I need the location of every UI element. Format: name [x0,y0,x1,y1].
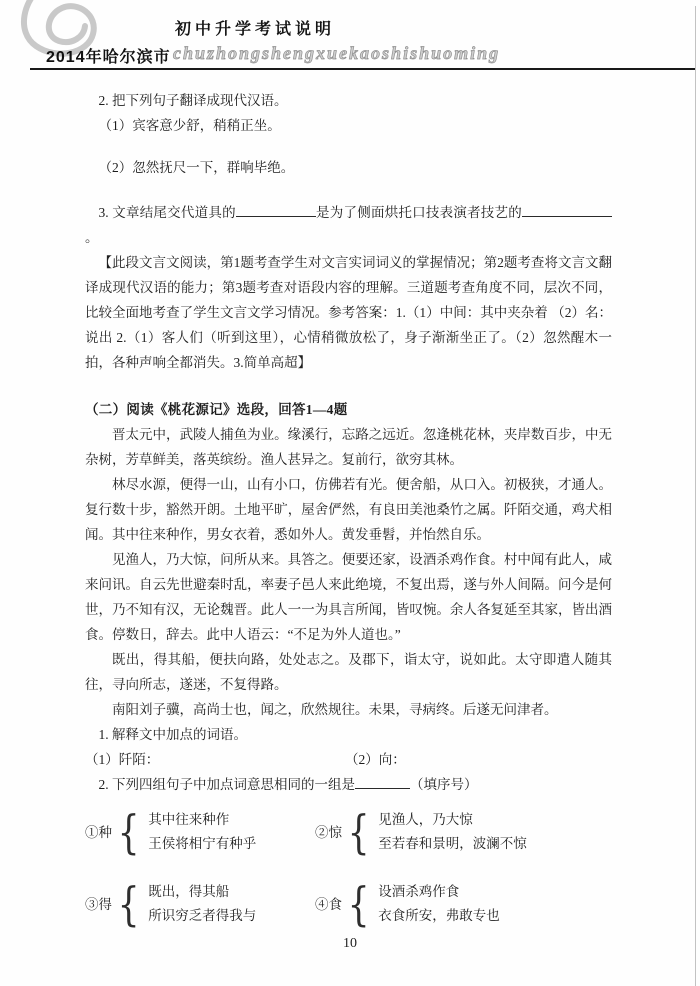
answer-blank [522,203,612,217]
header-divider [30,68,696,70]
page-edge-line [695,6,696,986]
question-2-item-2: （2）忽然抚尺一下，群响毕绝。 [98,160,295,175]
word-group-3-lines [148,880,256,928]
question-3-text-2: 是为了侧面烘托口技表演者技艺的 [315,205,523,220]
word-group-4-line-2: 衣食所安，弗敢专也 [378,908,500,923]
page-content [85,88,612,929]
brace-icon [114,807,143,857]
option-row-2 [85,879,612,929]
word-group-2-lines [378,808,527,856]
word-group-4-line-1: 设酒杀鸡作食 [378,884,460,899]
word-group-1-label: ①种 [85,824,112,840]
word-group-1-line-2: 王侯将相宁有种乎 [148,836,257,851]
word-group-4-label: ④食 [315,896,342,912]
word-group-3 [85,879,315,929]
word-group-2-line-1: 见渔人，乃大惊 [378,812,473,827]
word-group-3-line-2: 所识穷乏者得我与 [148,908,257,923]
story-paragraph-4: 既出，得其船，便扶向路，处处志之。及郡下，诣太守，说如此。太守即遣人随其往，寻向所志，遂迷，不复得路。 [85,652,612,692]
commentary-note: 【此段文言文阅读，第1题考查学生对文言实词词义的掌握情况；第2题考查将文言文翻译成现代汉语的能力；第3题考查对语段内容的理解。三道题考查角度不同，层次不同，比较全面地考查了学生文言文学习情况。参考答案：1.（1）中间：其中夹杂着 （2）名：说出 2.（1）客人们（听到这里），心情稍微放松了，身子渐渐坐正了。（2）忽然醒木一拍，各种声响全都消失。3.简单高超】 [85,255,612,370]
question-2-item-1: （1）宾客意少舒，稍稍正坐。 [98,118,281,133]
question-1-item-2: （2）向： [345,752,406,767]
question-3-text-1: 3. 文章结尾交代道具的 [98,205,236,220]
word-group-3-line-1: 既出，得其船 [148,884,230,899]
story-paragraph-3: 见渔人，乃大惊，问所从来。具答之。便要还家，设酒杀鸡作食。村中闻有此人，咸来问讯。自云先世避秦时乱，率妻子邑人来此绝境，不复出焉，遂与外人间隔。问今是何世，乃不知有汉，无论魏晋。此人一一为具言所闻，皆叹惋。余人各复延至其家，皆出酒食。停数日，辞去。此中人语云：“不足为外人道也。” [85,552,612,642]
brace-icon [344,879,373,929]
edition-label: 2014年哈尔滨市 [46,49,171,66]
question-1-stem: 1. 解释文中加点的词语。 [98,727,247,742]
story-paragraph-2: 林尽水源，便得一山，山有小口，仿佛若有光。便舍船，从口入。初极狭，才通人。复行数十步，豁然开朗。土地平旷，屋舍俨然，有良田美池桑竹之属。阡陌交通，鸡犬相闻。其中往来种作，男女衣着，悉如外人。黄发垂髫，并怡然自乐。 [85,477,612,542]
word-group-1-line-1: 其中往来种作 [148,812,230,827]
question-3-text-3: 。 [85,230,99,245]
word-group-2 [315,807,527,857]
question-1-items [85,747,612,772]
brace-icon [344,807,373,857]
book-title: 初中升学考试说明 [175,21,336,38]
answer-blank [236,203,316,217]
section-2-heading: （二）阅读《桃花源记》选段，回答1—4题 [85,402,348,417]
word-group-4-lines [378,880,500,928]
story-paragraph-1: 晋太元中，武陵人捕鱼为业。缘溪行，忘路之远近。忽逢桃花林，夹岸数百步，中无杂树，芳草鲜美，落英缤纷。渔人甚异之。复前行，欲穷其林。 [85,427,612,467]
word-group-4 [315,879,500,929]
page-number: 10 [343,936,357,951]
question-2b-text: 2. 下列四组句子中加点词意思相同的一组是 [98,777,355,792]
word-group-1-lines [148,808,256,856]
question-3-stem [85,200,612,250]
question-2b-stem [85,772,612,797]
question-2-stem: 2. 把下列句子翻译成现代汉语。 [98,93,288,108]
word-group-2-label: ②惊 [315,824,342,840]
brace-icon [114,879,143,929]
word-group-3-label: ③得 [85,896,112,912]
answer-blank [355,775,410,789]
story-paragraph-5: 南阳刘子骥，高尚士也，闻之，欣然规往。未果，寻病终。后遂无问津者。 [112,702,558,717]
question-1-item-1: （1）阡陌： [85,752,160,767]
word-group-1 [85,807,315,857]
word-group-2-line-2: 至若春和景明，波澜不惊 [378,836,527,851]
pinyin-subtitle: chuzhongshengxuekaoshishuoming [173,43,501,63]
question-2b-suffix: （填序号） [410,777,478,792]
option-row-1 [85,807,612,857]
